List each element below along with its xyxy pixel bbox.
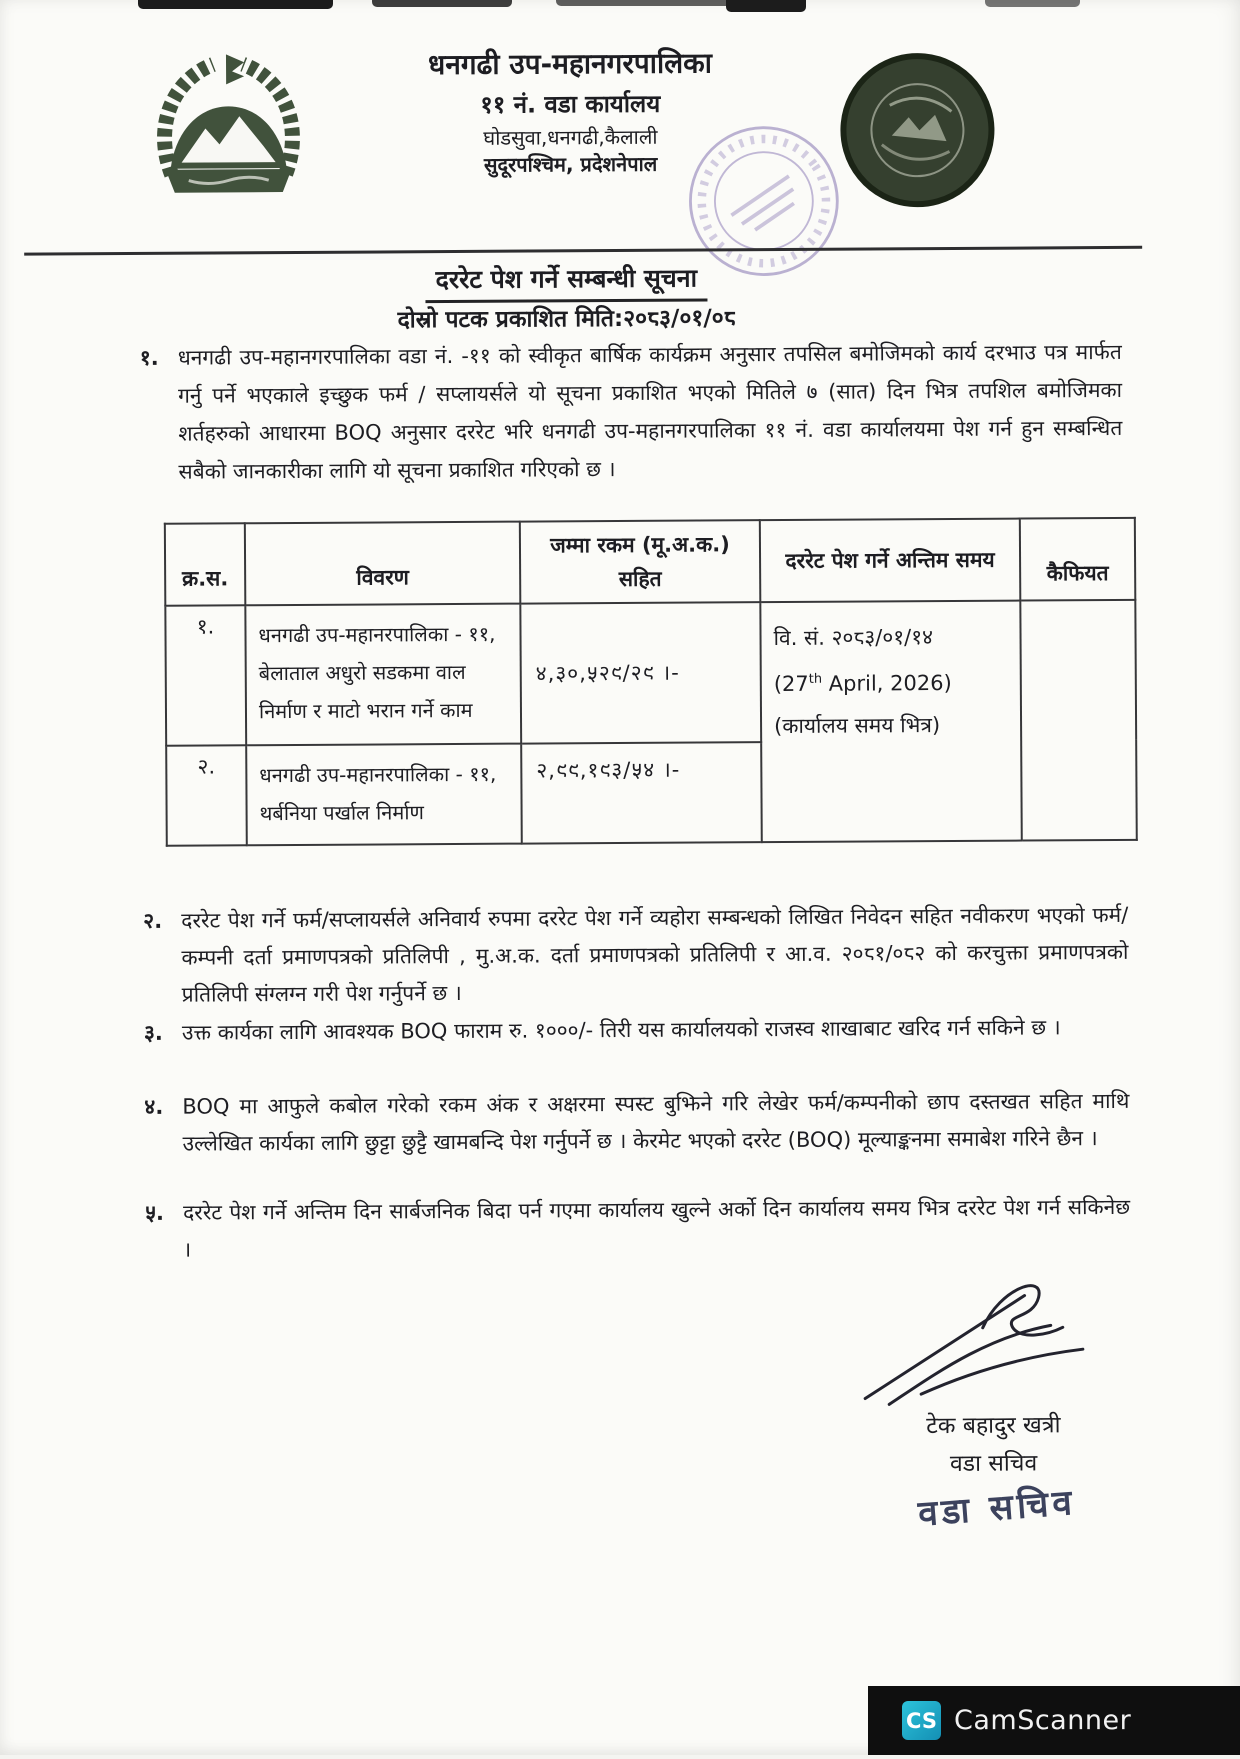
cell-deadline xyxy=(760,601,1021,843)
clause-number: ३. xyxy=(143,1020,163,1045)
handwritten-signature-icon xyxy=(854,1265,1090,1414)
deadline-date-bs: वि. सं. २०८३/०१/१४ xyxy=(773,625,934,651)
cell-amount: २,९९,१९३/५४ ।- xyxy=(521,742,762,843)
cell-sn: १. xyxy=(165,605,246,745)
municipality-name: धनगढी उप-महानगरपालिका xyxy=(427,46,713,82)
cell-remarks xyxy=(1020,600,1136,841)
deadline-note: (कार्यालय समय भित्र) xyxy=(774,713,941,739)
header-remarks: कैफियत xyxy=(1020,518,1135,601)
header-deadline: दररेट पेश गर्ने अन्तिम समय xyxy=(760,519,1020,603)
cell-amount: ४,३०,५२९/२९ ।- xyxy=(520,602,761,743)
province-name: सुदूरपश्चिम, प्रदेशनेपाल xyxy=(483,151,658,177)
camscanner-logo-icon: CS xyxy=(902,1701,941,1740)
clause-number: ५. xyxy=(144,1200,165,1225)
signatory-designation: वडा सचिव xyxy=(949,1450,1038,1477)
camscanner-label: CamScanner xyxy=(954,1705,1132,1736)
works-table xyxy=(164,517,1138,847)
ward-office-name: ११ नं. वडा कार्यालय xyxy=(480,89,661,119)
official-seal-icon xyxy=(830,43,1005,218)
condition-item xyxy=(144,1083,1129,1163)
clause-number: १. xyxy=(139,345,159,370)
table-header-row xyxy=(165,518,1135,606)
table-row xyxy=(165,600,1136,746)
header-description: विवरण xyxy=(245,522,520,606)
clause-number: २. xyxy=(143,908,163,933)
condition-item xyxy=(143,897,1129,1014)
condition-item xyxy=(144,1009,1129,1052)
clause-number: ४. xyxy=(144,1094,164,1119)
deadline-date-ad: (27th April, 2026) xyxy=(773,670,952,697)
letterhead-divider xyxy=(24,246,1142,256)
clause-text: दररेट पेश गर्ने अन्तिम दिन सार्बजनिक बिदा पर्न गएमा कार्यालय खुल्ने अर्को दिन कार्यालय समय भित्र दररेट पेश गर्न सकिनेछ । xyxy=(182,1194,1131,1262)
camscanner-watermark xyxy=(868,1686,1240,1755)
nepal-emblem-icon xyxy=(143,52,314,203)
clause-text: उक्त कार्यका लागि आवश्यक BOQ फाराम रु. १०००/- तिरी यस कार्यालयको राजस्व शाखाबाट खरिद गर्न सकिने छ । xyxy=(181,1015,1061,1045)
clause-text: दररेट पेश गर्ने फर्म/सप्लायर्सले अनिवार्य रुपमा दररेट पेश गर्ने व्यहोरा सम्बन्धको लिखित निवेदन सहित नवीकरण भएको फर्म/ कम्पनी दर्ता प्रमाणपत्रको प्रतिलिपी , मु.अ.क. दर्ता प्रमाणपत्रको प्रतिलिपी र आ.व. २०८१/०८२ को करचुक्ता प्रमाणपत्रको प्रतिलिपी संग्लग्न गरी पेश गर्नुपर्ने छ । xyxy=(181,902,1129,1007)
office-address: घोडसुवा,धनगढी,कैलाली xyxy=(483,124,658,150)
notice-title: दररेट पेश गर्ने सम्बन्धी सूचना xyxy=(425,260,707,303)
cell-description: धनगढी उप-महानरपालिका - ११, बेलाताल अधुरो सडकमा वाल निर्माण र माटो भरान गर्ने काम xyxy=(245,604,521,746)
signatory-name: टेक बहादुर खत्री xyxy=(926,1412,1061,1440)
condition-item xyxy=(145,1189,1130,1269)
notice-published-date: दोस्रो पटक प्रकाशित मिति:२०८३/०१/०८ xyxy=(397,305,736,334)
intro-clause xyxy=(140,333,1123,491)
cell-description: धनगढी उप-महानरपालिका - ११, थर्बनिया पर्खाल निर्माण xyxy=(246,744,522,846)
ward-secretary-stamp: वडा सचिव xyxy=(916,1482,1078,1535)
header-amount: जम्मा रकम (मू.अ.क.) सहित xyxy=(520,520,760,603)
header-sn: क्र.स. xyxy=(165,523,245,605)
cell-sn: २. xyxy=(166,745,247,845)
clause-text: धनगढी उप-महानगरपालिका वडा नं. -११ को स्वीकृत बार्षिक कार्यक्रम अनुसार तपसिल बमोजिमको कार्य दरभाउ पत्र मार्फत गर्नु पर्ने भएकाले इच्छुक फर्म / सप्लायर्सले यो सूचना प्रकाशित भएको मितिले ७ (सात) दिन भित्र तपशिल बमोजिमका शर्तहरुको आधारमा BOQ अनुसार दररेट भरि धनगढी उप-महानगरपालिका ११ नं. वडा कार्यालयमा पेश गर्न हुन सम्बन्धित सबैको जानकारीका लागि यो सूचना प्रकाशित गरिएको छ । xyxy=(177,339,1123,484)
clause-text: BOQ मा आफुले कबोल गरेको रकम अंक र अक्षरमा स्पस्ट बुझिने गरि लेखेर फर्म/कम्पनीको छाप दस्तखत सहित माथि उल्लेखित कार्यका लागि छुट्टा छुट्टै खामबन्दि पेश गर्नुपर्ने छ । केरमेट भएको दररेट (BOQ) मूल्याङ्कनमा समाबेश गरिने छैन । xyxy=(182,1088,1130,1156)
